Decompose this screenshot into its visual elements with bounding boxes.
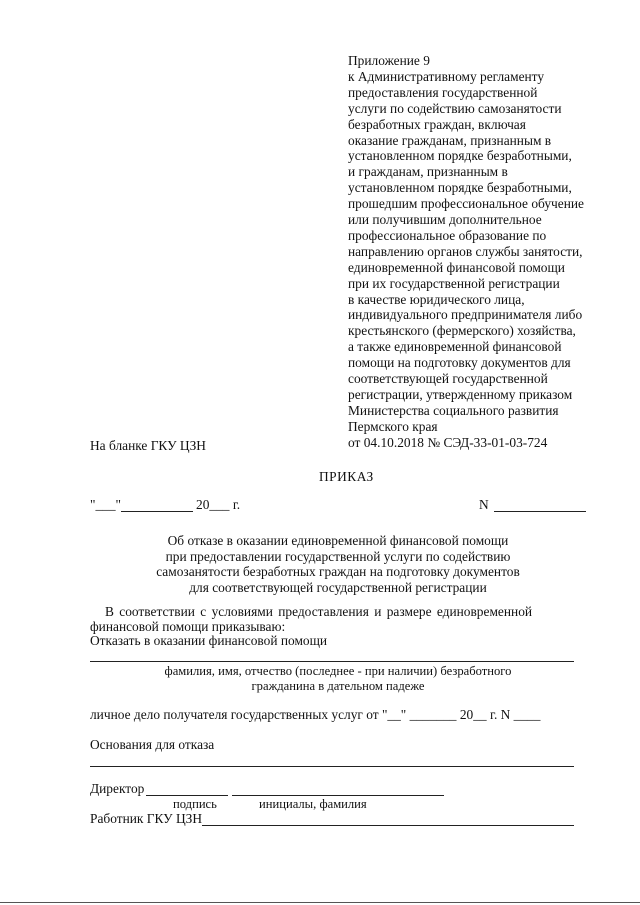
annex-line: индивидуального предпринимателя либо (348, 307, 583, 323)
document-title: ПРИКАЗ (319, 469, 374, 484)
signature-hint: подпись (173, 797, 217, 811)
fio-blank (90, 661, 574, 662)
annex-line: а также единовременной финансовой (348, 339, 562, 355)
worker-label: Работник ГКУ ЦЗН (90, 811, 203, 826)
case-file-line: личное дело получателя государственных услуг от "__" _______ 20__ г. N ____ (90, 707, 541, 722)
subject-line: для соответствующей государственной регистрации (189, 580, 487, 595)
director-label: Директор (90, 781, 145, 796)
annex-line: установленном порядке безработными, (348, 180, 572, 196)
subject-line: самозанятости безработных граждан на подготовку документов (156, 564, 520, 579)
annex-line: единовременной финансовой помощи (348, 259, 565, 275)
annex-line: помощи на подготовку документов для (348, 355, 571, 371)
fio-hint: фамилия, имя, отчество (последнее - при наличии) безработного (164, 664, 512, 678)
subject-line: при предоставлении государственной услуги по содействию (165, 549, 511, 564)
number-label: N (479, 497, 489, 512)
annex-line: безработных граждан, включая (348, 116, 526, 132)
annex-line: оказание гражданам, признанным в (348, 132, 552, 148)
grounds-label: Основания для отказа (90, 737, 215, 752)
annex-line: или получившим дополнительное (348, 212, 542, 227)
annex-line: Пермского края (348, 418, 438, 434)
annex-line: соответствующей государственной (348, 371, 548, 386)
annex-line: Приложение 9 (348, 53, 430, 68)
scan-edge-line (0, 902, 640, 903)
date-quote: "___" (90, 497, 122, 512)
annex-line: установленном порядке безработными, (348, 148, 572, 164)
date-month-blank (121, 511, 193, 512)
date-year: 20___ г. (196, 497, 241, 512)
annex-line: в качестве юридического лица, (348, 291, 525, 307)
annex-line: от 04.10.2018 № СЭД-33-01-03-724 (348, 434, 548, 450)
annex-line: услуги по содействию самозанятости (348, 100, 562, 116)
annex-line: при их государственной регистрации (348, 275, 560, 291)
director-signature-blank (146, 795, 228, 796)
number-blank (494, 511, 586, 512)
annex-line: к Административному регламенту (348, 68, 545, 84)
annex-line: предоставления государственной (348, 84, 538, 100)
letterhead-note: На бланке ГКУ ЦЗН (90, 438, 206, 453)
annex-line: направлению органов службы занятости, (348, 243, 583, 259)
annex-line: прошедшим профессиональное обучение (348, 196, 584, 212)
annex-line: крестьянского (фермерского) хозяйства, (348, 323, 576, 339)
director-name-blank (232, 795, 444, 796)
initials-hint: инициалы, фамилия (259, 797, 367, 811)
order-paragraph-line1: В соответствии с условиями предоставления и размере единовременной (105, 604, 533, 619)
worker-blank (202, 825, 574, 826)
grounds-blank (90, 766, 574, 767)
annex-line: профессиональное образование по (348, 227, 547, 243)
annex-line: Министерства социального развития (348, 402, 559, 418)
refuse-statement: Отказать в оказании финансовой помощи (90, 633, 328, 648)
order-paragraph-line2: финансовой помощи приказываю: (90, 619, 286, 634)
fio-hint: гражданина в дательном падеже (251, 679, 425, 693)
annex-line: и гражданам, признанным в (348, 164, 508, 180)
subject-line: Об отказе в оказании единовременной финансовой помощи (167, 533, 509, 548)
annex-line: регистрации, утвержденному приказом (348, 386, 573, 402)
